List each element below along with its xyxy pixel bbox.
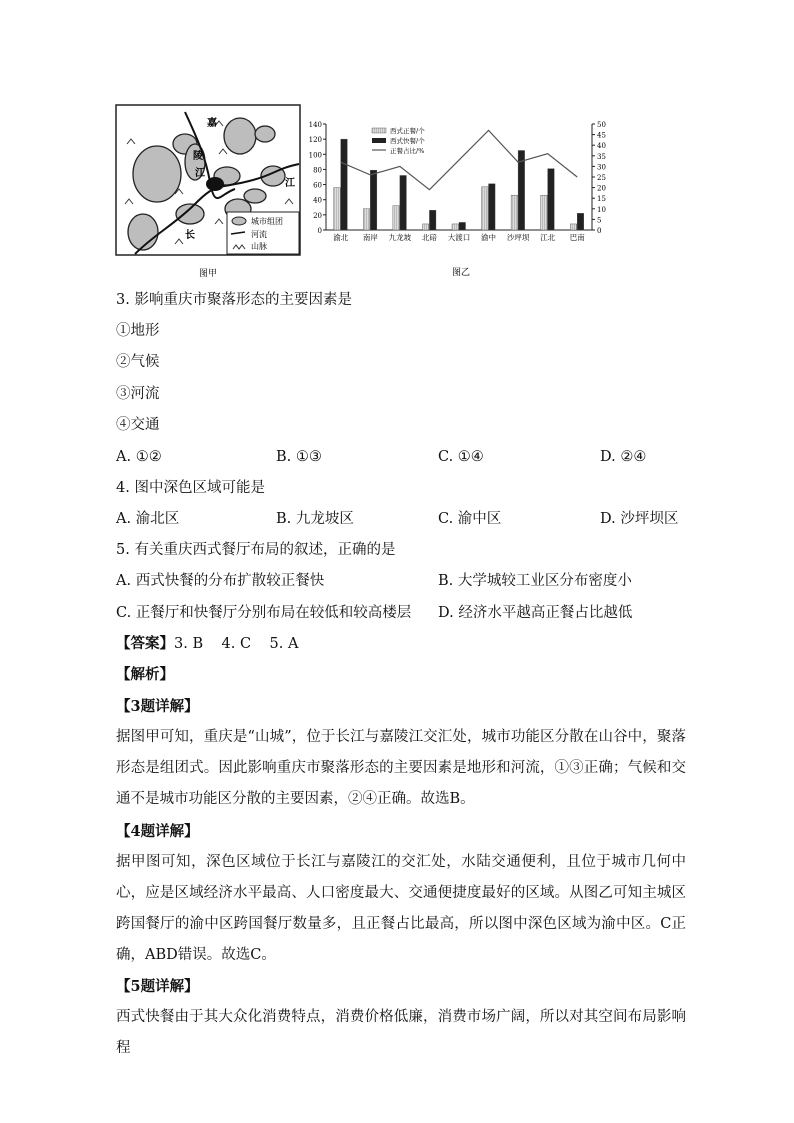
answer-line xyxy=(116,635,298,653)
x-tick-label: 江北 xyxy=(540,233,556,242)
bar-western-fast xyxy=(429,210,436,230)
q3-option-a: A. ①② xyxy=(116,449,162,465)
q5-option-b: B. 大学城较工业区分布密度小 xyxy=(438,573,632,589)
q4-option-a: A. 渝北区 xyxy=(116,511,180,527)
bar-western-fast xyxy=(400,175,407,230)
bar-western-formal xyxy=(363,209,370,230)
y-right-tick-label: 30 xyxy=(597,163,606,172)
q3-option-c: C. ①④ xyxy=(438,449,484,465)
legend-ratio: 正餐占比/% xyxy=(390,147,425,155)
y-right-tick-label: 20 xyxy=(597,184,606,193)
detail-3-label: 【3题详解】 xyxy=(116,698,199,715)
answer-text: 3. B 4. C 5. A xyxy=(174,636,299,652)
q5-option-d: D. 经济水平越高正餐占比越低 xyxy=(438,605,633,621)
detail-4-text: 据甲图可知，深色区域位于长江与嘉陵江的交汇处，水陆交通便利，且位于城市几何中心，应是区域经济水平最高、人口密度最大、交通便捷度最好的区域。从图乙可知主城区跨国餐厅的渝中区跨国餐厅数量多，且正餐占比最高，所以图中深色区域为渝中区。C正确，ABD错误。故选C。 xyxy=(116,854,686,963)
y-right-tick-label: 5 xyxy=(597,216,602,225)
bar-western-fast xyxy=(489,184,496,230)
label-jiang-2: 江 xyxy=(285,178,295,189)
y-right-tick-label: 25 xyxy=(597,174,606,182)
q5-option-a: A. 西式快餐的分布扩散较正餐快 xyxy=(116,573,325,589)
figure-a-caption: 图甲 xyxy=(198,269,218,279)
q3-option-d: D. ②④ xyxy=(600,449,647,465)
legend-swatch-formal xyxy=(372,128,386,133)
y-right-tick-label: 50 xyxy=(597,121,606,129)
q3-item-1: ①地形 xyxy=(116,323,160,339)
x-tick-label: 巴南 xyxy=(569,233,585,242)
bar-western-formal xyxy=(511,195,517,230)
q3-item-2: ②气候 xyxy=(116,354,160,370)
bar-western-formal xyxy=(541,195,548,230)
y-left-tick-label: 120 xyxy=(308,136,322,145)
restaurant-chart xyxy=(306,118,624,278)
x-tick-label: 大渡口 xyxy=(447,233,471,242)
legend-swatch-fast xyxy=(372,138,386,143)
q4-option-d: D. 沙坪坝区 xyxy=(600,511,679,527)
analysis-label: 【解析】 xyxy=(116,666,174,683)
label-jia: 嘉 xyxy=(207,118,217,129)
q5-stem: 5. 有关重庆西式餐厅布局的叙述，正确的是 xyxy=(116,542,396,558)
q5-option-c: C. 正餐厅和快餐厅分别布局在较低和较高楼层 xyxy=(116,605,412,621)
bar-western-formal xyxy=(452,224,459,230)
y-left-tick-label: 80 xyxy=(313,166,322,175)
q4-option-c: C. 渝中区 xyxy=(438,511,502,527)
y-left-tick-label: 60 xyxy=(313,181,322,190)
bar-western-formal xyxy=(482,187,489,230)
y-right-tick-label: 35 xyxy=(597,152,606,161)
y-right-tick-label: 45 xyxy=(597,131,606,140)
y-left-tick-label: 0 xyxy=(317,227,322,235)
y-left-tick-label: 140 xyxy=(308,121,322,129)
map-legend xyxy=(227,212,299,254)
x-tick-label: 九龙坡 xyxy=(388,233,412,242)
detail-5-text: 西式快餐由于其大众化消费特点，消费价格低廉，消费市场广阔，所以对其空间布局影响程 xyxy=(116,1009,686,1056)
label-jiang-1: 江 xyxy=(195,168,205,179)
y-left-tick-label: 100 xyxy=(308,151,322,160)
label-chang: 长 xyxy=(185,230,195,241)
q3-item-3: ③河流 xyxy=(116,386,160,402)
legend-formal: 西式正餐/个 xyxy=(390,127,425,135)
map-figure xyxy=(115,104,301,280)
y-right-tick-label: 40 xyxy=(597,142,606,151)
y-right-tick-label: 10 xyxy=(597,205,606,214)
q3-stem: 3. 影响重庆市聚落形态的主要因素是 xyxy=(116,292,352,308)
legend-mountain: 山脉 xyxy=(251,242,267,251)
q4-stem: 4. 图中深色区域可能是 xyxy=(116,480,265,496)
bar-western-formal xyxy=(422,224,429,230)
x-tick-label: 北碚 xyxy=(421,233,437,242)
bar-western-formal xyxy=(334,188,341,230)
q4-option-b: B. 九龙坡区 xyxy=(276,511,354,527)
x-tick-label: 渝北 xyxy=(333,233,349,242)
y-left-tick-label: 20 xyxy=(313,211,322,220)
legend-settlement: 城市组团 xyxy=(251,217,283,226)
bar-western-fast xyxy=(548,169,555,230)
x-tick-label: 南岸 xyxy=(362,233,378,242)
q3-item-4: ④交通 xyxy=(116,417,160,433)
figure-b-caption: 图乙 xyxy=(451,268,471,278)
legend-river: 河流 xyxy=(251,230,267,239)
detail-3-text: 据图甲可知，重庆是“山城”，位于长江与嘉陵江交汇处，城市功能区分散在山谷中，聚落形态是组团式。因此影响重庆市聚落形态的主要因素是地形和河流，①③正确；气候和交通不是城市功能区分散的主要因素，②④正确。故选B。 xyxy=(116,729,686,807)
bar-western-fast xyxy=(341,139,348,230)
y-left-tick-label: 40 xyxy=(313,196,322,205)
answer-label: 【答案】 xyxy=(116,635,174,652)
bar-western-fast xyxy=(370,170,377,230)
bar-western-fast xyxy=(577,213,584,230)
detail-5-label: 【5题详解】 xyxy=(116,978,199,995)
y-right-tick-label: 0 xyxy=(597,227,602,235)
label-ling: 陵 xyxy=(193,151,203,162)
bar-western-formal xyxy=(393,206,400,230)
detail-4-label: 【4题详解】 xyxy=(116,823,199,840)
bar-western-fast xyxy=(459,222,466,230)
q3-option-b: B. ①③ xyxy=(276,449,322,465)
x-tick-label: 沙坪坝 xyxy=(506,233,530,242)
x-tick-label: 渝中 xyxy=(481,233,497,242)
y-right-tick-label: 15 xyxy=(597,195,606,204)
legend-fast: 西式快餐/个 xyxy=(390,137,425,145)
bar-western-formal xyxy=(570,224,577,230)
